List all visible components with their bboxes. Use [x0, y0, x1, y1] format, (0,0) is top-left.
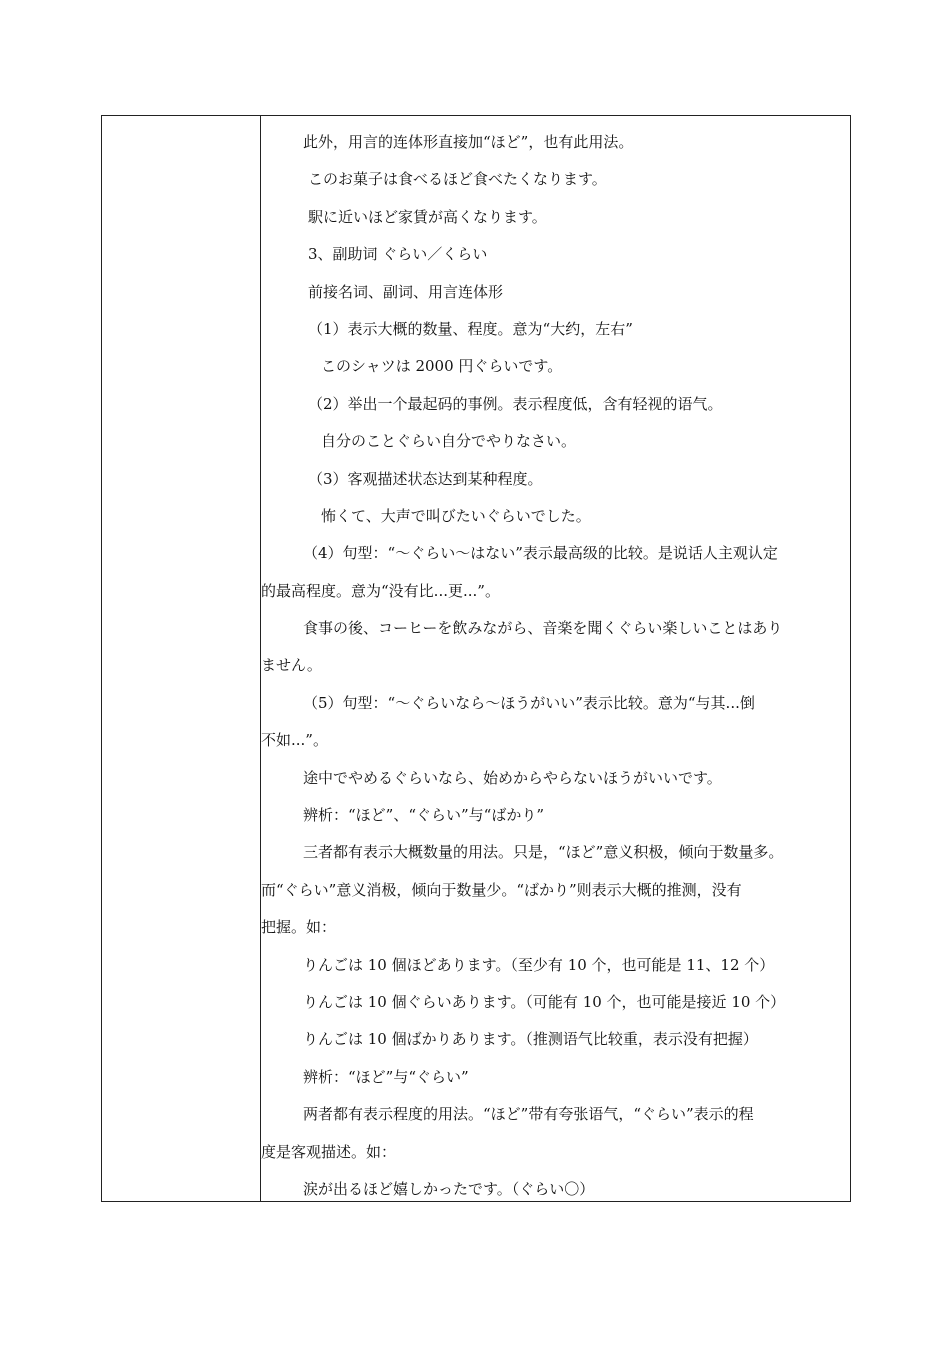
text-line: 食事の後、コーヒーを飲みながら、音楽を聞くぐらい楽しいことはあり	[303, 619, 783, 638]
text-line: このシャツは 2000 円ぐらいです。	[321, 357, 563, 376]
text-line: 辨析：“ほど”、“ぐらい”与“ばかり”	[303, 806, 545, 825]
text-line: 怖くて、大声で叫びたいぐらいでした。	[321, 506, 591, 525]
text-line: 駅に近いほど家賃が高くなります。	[308, 207, 547, 226]
text-line: （5）句型：“～ぐらいなら～ほうがいい”表示比较。意为“与其...倒	[303, 693, 755, 712]
text-line: 而“ぐらい”意义消极，倾向于数量少。“ばかり”则表示大概的推测，没有	[261, 880, 742, 899]
text-line: （3）客观描述状态达到某种程度。	[308, 469, 543, 488]
text-line: りんごは 10 個ほどあります。（至少有 10 个，也可能是 11、12 个）	[303, 955, 775, 974]
text-line: 两者都有表示程度的用法。“ほど”带有夸张语气，“ぐらい”表示的程	[303, 1105, 754, 1124]
text-line: 辨析：“ほど”与“ぐらい”	[303, 1067, 469, 1086]
text-line: ません。	[261, 656, 322, 675]
text-line: りんごは 10 個ぐらいあります。（可能有 10 个，也可能是接近 10 个）	[303, 992, 786, 1011]
text-line: （2）举出一个最起码的事例。表示程度低，含有轻视的语气。	[308, 394, 723, 413]
text-line: 度是客观描述。如：	[261, 1142, 397, 1161]
text-line: 涙が出るほど嬉しかったです。（ぐらい〇）	[303, 1179, 595, 1198]
text-line: 3、副助词 ぐらい／くらい	[308, 245, 488, 264]
text-line: 前接名词、副词、用言连体形	[308, 282, 504, 301]
text-line: （4）句型：“～ぐらい～はない”表示最高级的比较。是说话人主观认定	[303, 544, 778, 563]
text-line: 自分のことぐらい自分でやりなさい。	[321, 432, 577, 451]
text-line: このお菓子は食べるほど食べたくなります。	[308, 170, 607, 189]
text-line: 不如...”。	[261, 731, 328, 750]
text-line: 三者都有表示大概数量的用法。只是，“ほど”意义积极，倾向于数量多。	[303, 843, 784, 862]
text-line: りんごは 10 個ばかりあります。（推测语气比较重，表示没有把握）	[303, 1030, 758, 1049]
text-line: 的最高程度。意为“没有比...更...”。	[261, 581, 500, 600]
text-line: 途中でやめるぐらいなら、始めからやらないほうがいいです。	[303, 768, 722, 787]
document-table	[101, 115, 851, 1202]
table-left-cell	[102, 116, 261, 1201]
table-content-cell	[261, 116, 850, 1201]
text-line: （1）表示大概的数量、程度。意为“大约，左右”	[308, 319, 633, 338]
text-line: 此外，用言的连体形直接加“ほど”，也有此用法。	[303, 133, 634, 151]
text-line: 把握。如：	[261, 918, 337, 937]
